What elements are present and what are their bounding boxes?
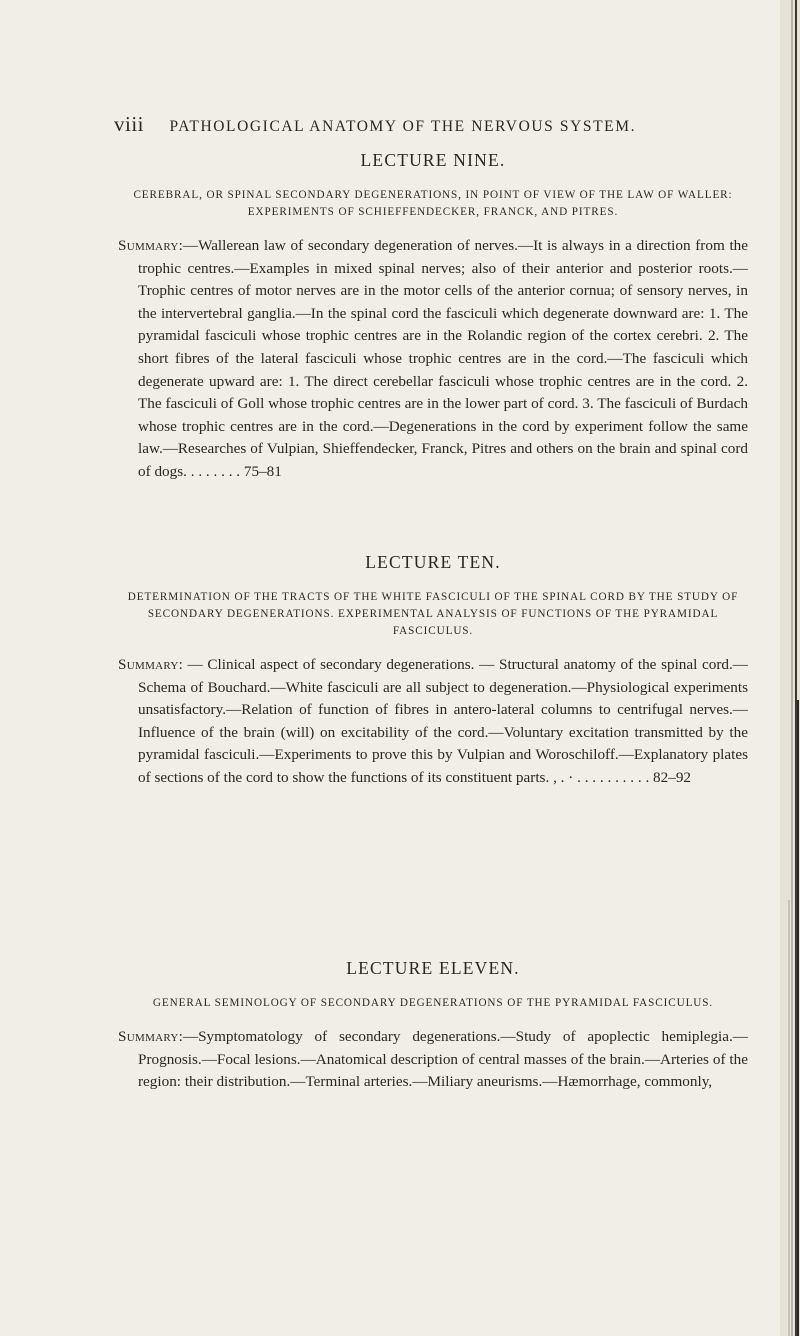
lecture-subtitle: DETERMINATION OF THE TRACTS OF THE WHITE FASCICULI OF THE SPINAL CORD BY THE STUDY OF SECONDARY DEGENERATIONS. EXPERIMENTAL ANALYSIS OF FUNCTIONS OF THE PYRAMIDAL FASCICULUS. bbox=[127, 591, 739, 637]
lecture-summary bbox=[118, 654, 748, 790]
running-head bbox=[114, 112, 724, 137]
page-range: 75–81 bbox=[243, 462, 282, 480]
page-number: viii bbox=[114, 112, 145, 136]
lecture-title: LECTURE TEN. bbox=[365, 552, 501, 572]
summary-text: : — Clinical aspect of secondary degenerations. — Structural anatomy of the spinal cord.—Schema of Bouchard.—White fasciculi are all subject to degeneration.—Physiological experiments unsatisfactory.—Relation of function of fibres in antero-lateral columns to centrifugal nerves.—Influence of the brain (will) on excitability of the cord.—Voluntary excitation transmitted by the pyramidal fasciculi.—Experiments to prove this by Vulpian and Woroschiloff.—Explanatory plates of sections of the cord to show the functions of its constituent parts. bbox=[138, 656, 748, 786]
summary-label: Summary bbox=[118, 237, 179, 254]
lecture-eleven bbox=[118, 958, 748, 1094]
running-title: PATHOLOGICAL ANATOMY OF THE NERVOUS SYSTEM. bbox=[169, 118, 637, 135]
lecture-summary bbox=[118, 235, 748, 484]
lecture-title: LECTURE ELEVEN. bbox=[346, 958, 520, 978]
lecture-subtitle: CEREBRAL, OR SPINAL SECONDARY DEGENERATIONS, IN POINT OF VIEW OF THE LAW OF WALLER: EXPERIMENTS OF SCHIEFFENDECKER, FRANCK, AND PITRES. bbox=[133, 189, 733, 218]
summary-label: Summary bbox=[118, 1028, 179, 1045]
lecture-summary bbox=[118, 1026, 748, 1094]
page-range: 82–92 bbox=[653, 768, 692, 786]
summary-text: :—Symptomatology of secondary degenerations.—Study of apoplectic hemiplegia.—Prognosis.—Focal lesions.—Anatomical description of central masses of the brain.—Arteries of the region: their distribution.—Terminal arteries.—Miliary aneurisms.—Hæmorrhage, commonly, bbox=[138, 1028, 748, 1091]
lecture-nine bbox=[118, 150, 748, 484]
lecture-ten bbox=[118, 552, 748, 790]
summary-label: Summary bbox=[118, 656, 179, 673]
summary-text: :—Wallerean law of secondary degeneration of nerves.—It is always in a direction from the trophic centres.—Examples in mixed spinal nerves; also of their anterior and posterior roots.—Trophic centres of motor nerves are in the motor cells of the anterior cornua; of sensory nerves, in the intervertebral ganglia.—In the spinal cord the fasciculi which degenerate downward are: 1. The pyramidal fasciculi whose trophic centres are in the Rolandic region of the cortex cerebri. 2. The short fibres of the lateral fasciculi whose trophic centres are in the cord.—The fasciculi which degenerate upward are: 1. The direct cerebellar fasciculi whose trophic centres are in the cord. 2. The fasciculi of Goll whose trophic centres are in the lower part of cord. 3. The fasciculi of Burdach whose trophic centres are in the cord.—Degenerations in the cord by experiment follow the same law.—Researches of Vulpian, Shieffendecker, Franck, Pitres and others on the brain and spinal cord of dogs. bbox=[138, 237, 748, 480]
page-binding-edge bbox=[780, 0, 800, 1336]
dot-leader: . . . . . . . bbox=[186, 462, 244, 480]
dot-leader: , . · . . . . . . . . . . bbox=[549, 768, 654, 786]
lecture-title: LECTURE NINE. bbox=[360, 150, 506, 170]
lecture-subtitle: GENERAL SEMINOLOGY OF SECONDARY DEGENERATIONS OF THE PYRAMIDAL FASCICULUS. bbox=[152, 997, 714, 1009]
